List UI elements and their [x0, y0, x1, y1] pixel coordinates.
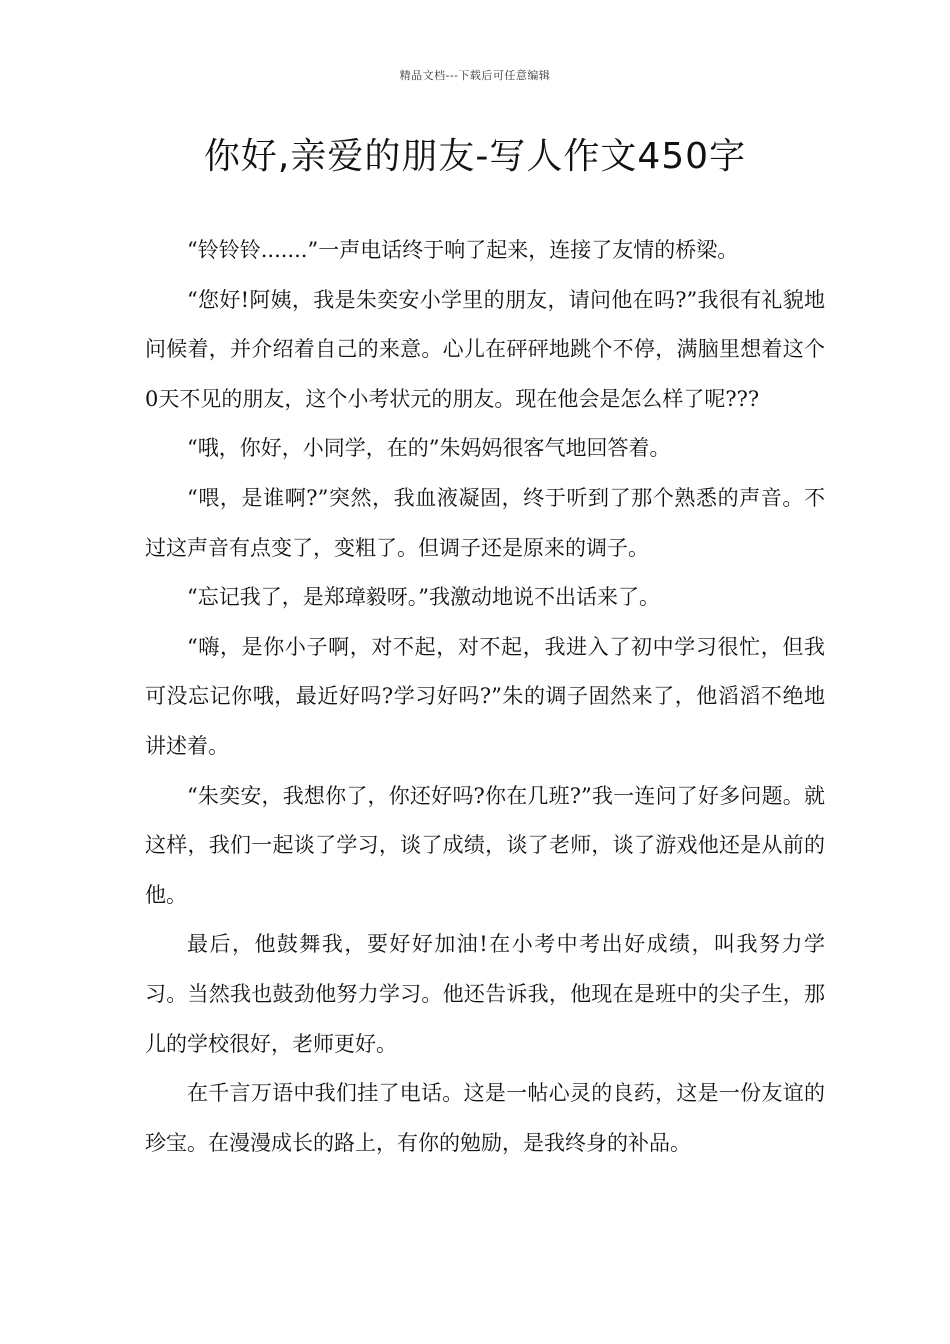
paragraph-6: “嗨，是你小子啊，对不起，对不起，我进入了初中学习很忙，但我可没忘记你哦，最近好吗?学习好吗?”朱的调子固然来了，他滔滔不绝地讲述着。	[145, 634, 825, 758]
paragraph-3: “哦，你好，小同学，在的”朱妈妈很客气地回答着。	[187, 436, 671, 461]
paragraph-4: “喂，是谁啊?”突然，我血液凝固，终于听到了那个熟悉的声音。不过这声音有点变了，变粗了。但调子还是原来的调子。	[145, 485, 825, 560]
document-body	[145, 226, 825, 1168]
header-note: 精品文档---下载后可任意编辑	[399, 69, 551, 82]
paragraph-1: “铃铃铃.......”一声电话终于响了起来，连接了友情的桥梁。	[187, 238, 739, 262]
paragraph-9: 在千言万语中我们挂了电话。这是一帖心灵的良药，这是一份友谊的珍宝。在漫漫成长的路上，有你的勉励，是我终身的补品。	[145, 1081, 825, 1155]
paragraph-5: “忘记我了，是郑璋毅呀。”我激动地说不出话来了。	[187, 585, 660, 610]
paragraph-8: 最后，他鼓舞我，要好好加油!在小考中考出好成绩，叫我努力学习。当然我也鼓劲他努力学习。他还告诉我，他现在是班中的尖子生，那儿的学校很好，老师更好。	[145, 932, 825, 1056]
document-title: 你好,亲爱的朋友-写人作文450字	[203, 136, 747, 177]
paragraph-2: “您好!阿姨，我是朱奕安小学里的朋友，请问他在吗?”我很有礼貌地问候着，并介绍着自己的来意。心儿在砰砰地跳个不停，满脑里想着这个0天不见的朋友，这个小考状元的朋友。现在他会是怎么样了呢???	[145, 287, 825, 411]
paragraph-7: “朱奕安，我想你了，你还好吗?你在几班?”我一连问了好多问题。就这样，我们一起谈了学习，谈了成绩，谈了老师，谈了游戏他还是从前的他。	[145, 783, 825, 907]
